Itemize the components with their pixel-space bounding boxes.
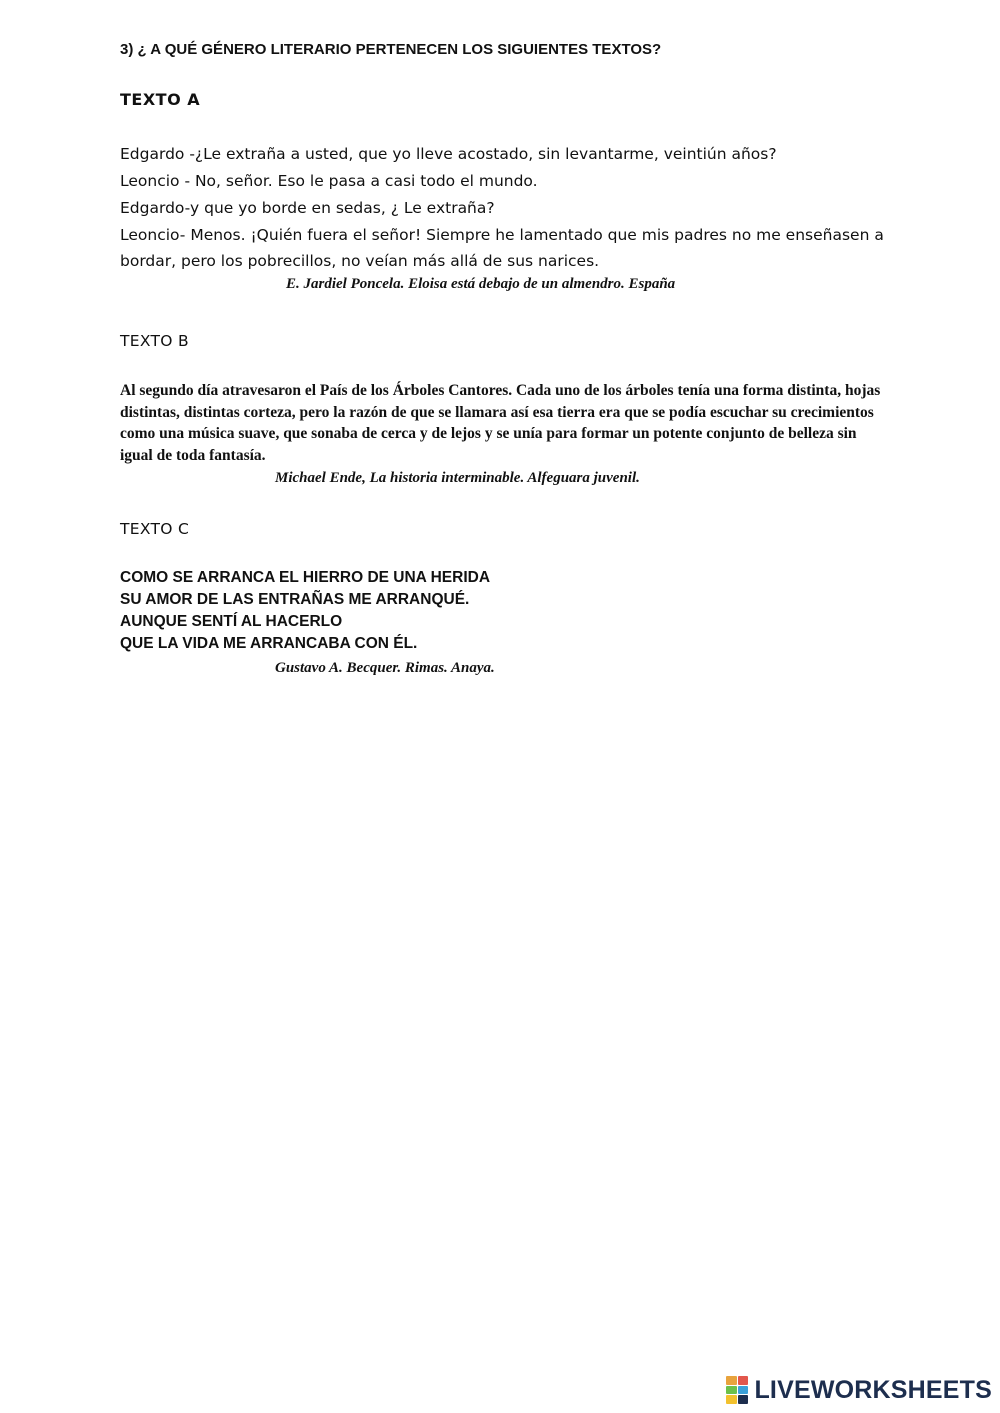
texto-a-label: TEXTO A	[120, 90, 201, 109]
liveworksheets-logo-icon	[726, 1376, 748, 1404]
texto-a-line: Edgardo -¿Le extraña a usted, que yo lleve acostado, sin levantarme, veintiún años?	[120, 145, 777, 163]
texto-c-attribution: Gustavo A. Becquer. Rimas. Anaya.	[275, 660, 495, 676]
poem-line: SU AMOR DE LAS ENTRAÑAS ME ARRANQUÉ.	[120, 591, 470, 608]
liveworksheets-logo	[726, 1375, 992, 1405]
poem-line: AUNQUE SENTÍ AL HACERLO	[120, 613, 343, 630]
texto-a-attribution: E. Jardiel Poncela. Eloisa está debajo de un almendro. España	[286, 276, 676, 292]
texto-b-paragraph: Al segundo día atravesaron el País de los Árboles Cantores. Cada uno de los árboles tenía una forma distinta, hojas distintas, distintas corteza, pero la razón de que se llamara así esa tierra era que se podía escuchar su crecimientos como una música suave, que sonaba de cerca y de lejos y se unía para formar un potente conjunto de belleza sin igual de toda fantasía.	[120, 382, 881, 464]
texto-a-line: Edgardo-y que yo borde en sedas, ¿ Le extraña?	[120, 199, 495, 217]
question-heading: 3) ¿ A QUÉ GÉNERO LITERARIO PERTENECEN LOS SIGUIENTES TEXTOS?	[120, 41, 662, 58]
texto-a-line: bordar, pero los pobrecillos, no veían más allá de sus narices.	[120, 252, 600, 270]
texto-c-label: TEXTO C	[120, 520, 190, 538]
texto-a-line: Leoncio- Menos. ¡Quién fuera el señor! Siempre he lamentado que mis padres no me enseñasen a	[120, 226, 884, 244]
texto-a-line: Leoncio - No, señor. Eso le pasa a casi todo el mundo.	[120, 172, 538, 190]
texto-b-label: TEXTO B	[120, 332, 189, 350]
poem-line: QUE LA VIDA ME ARRANCABA CON ÉL.	[120, 635, 418, 652]
texto-b-attribution: Michael Ende, La historia interminable. Alfeguara juvenil.	[275, 470, 640, 486]
liveworksheets-logo-text: LIVEWORKSHEETS	[754, 1375, 992, 1404]
poem-line: COMO SE ARRANCA EL HIERRO DE UNA HERIDA	[120, 569, 491, 586]
